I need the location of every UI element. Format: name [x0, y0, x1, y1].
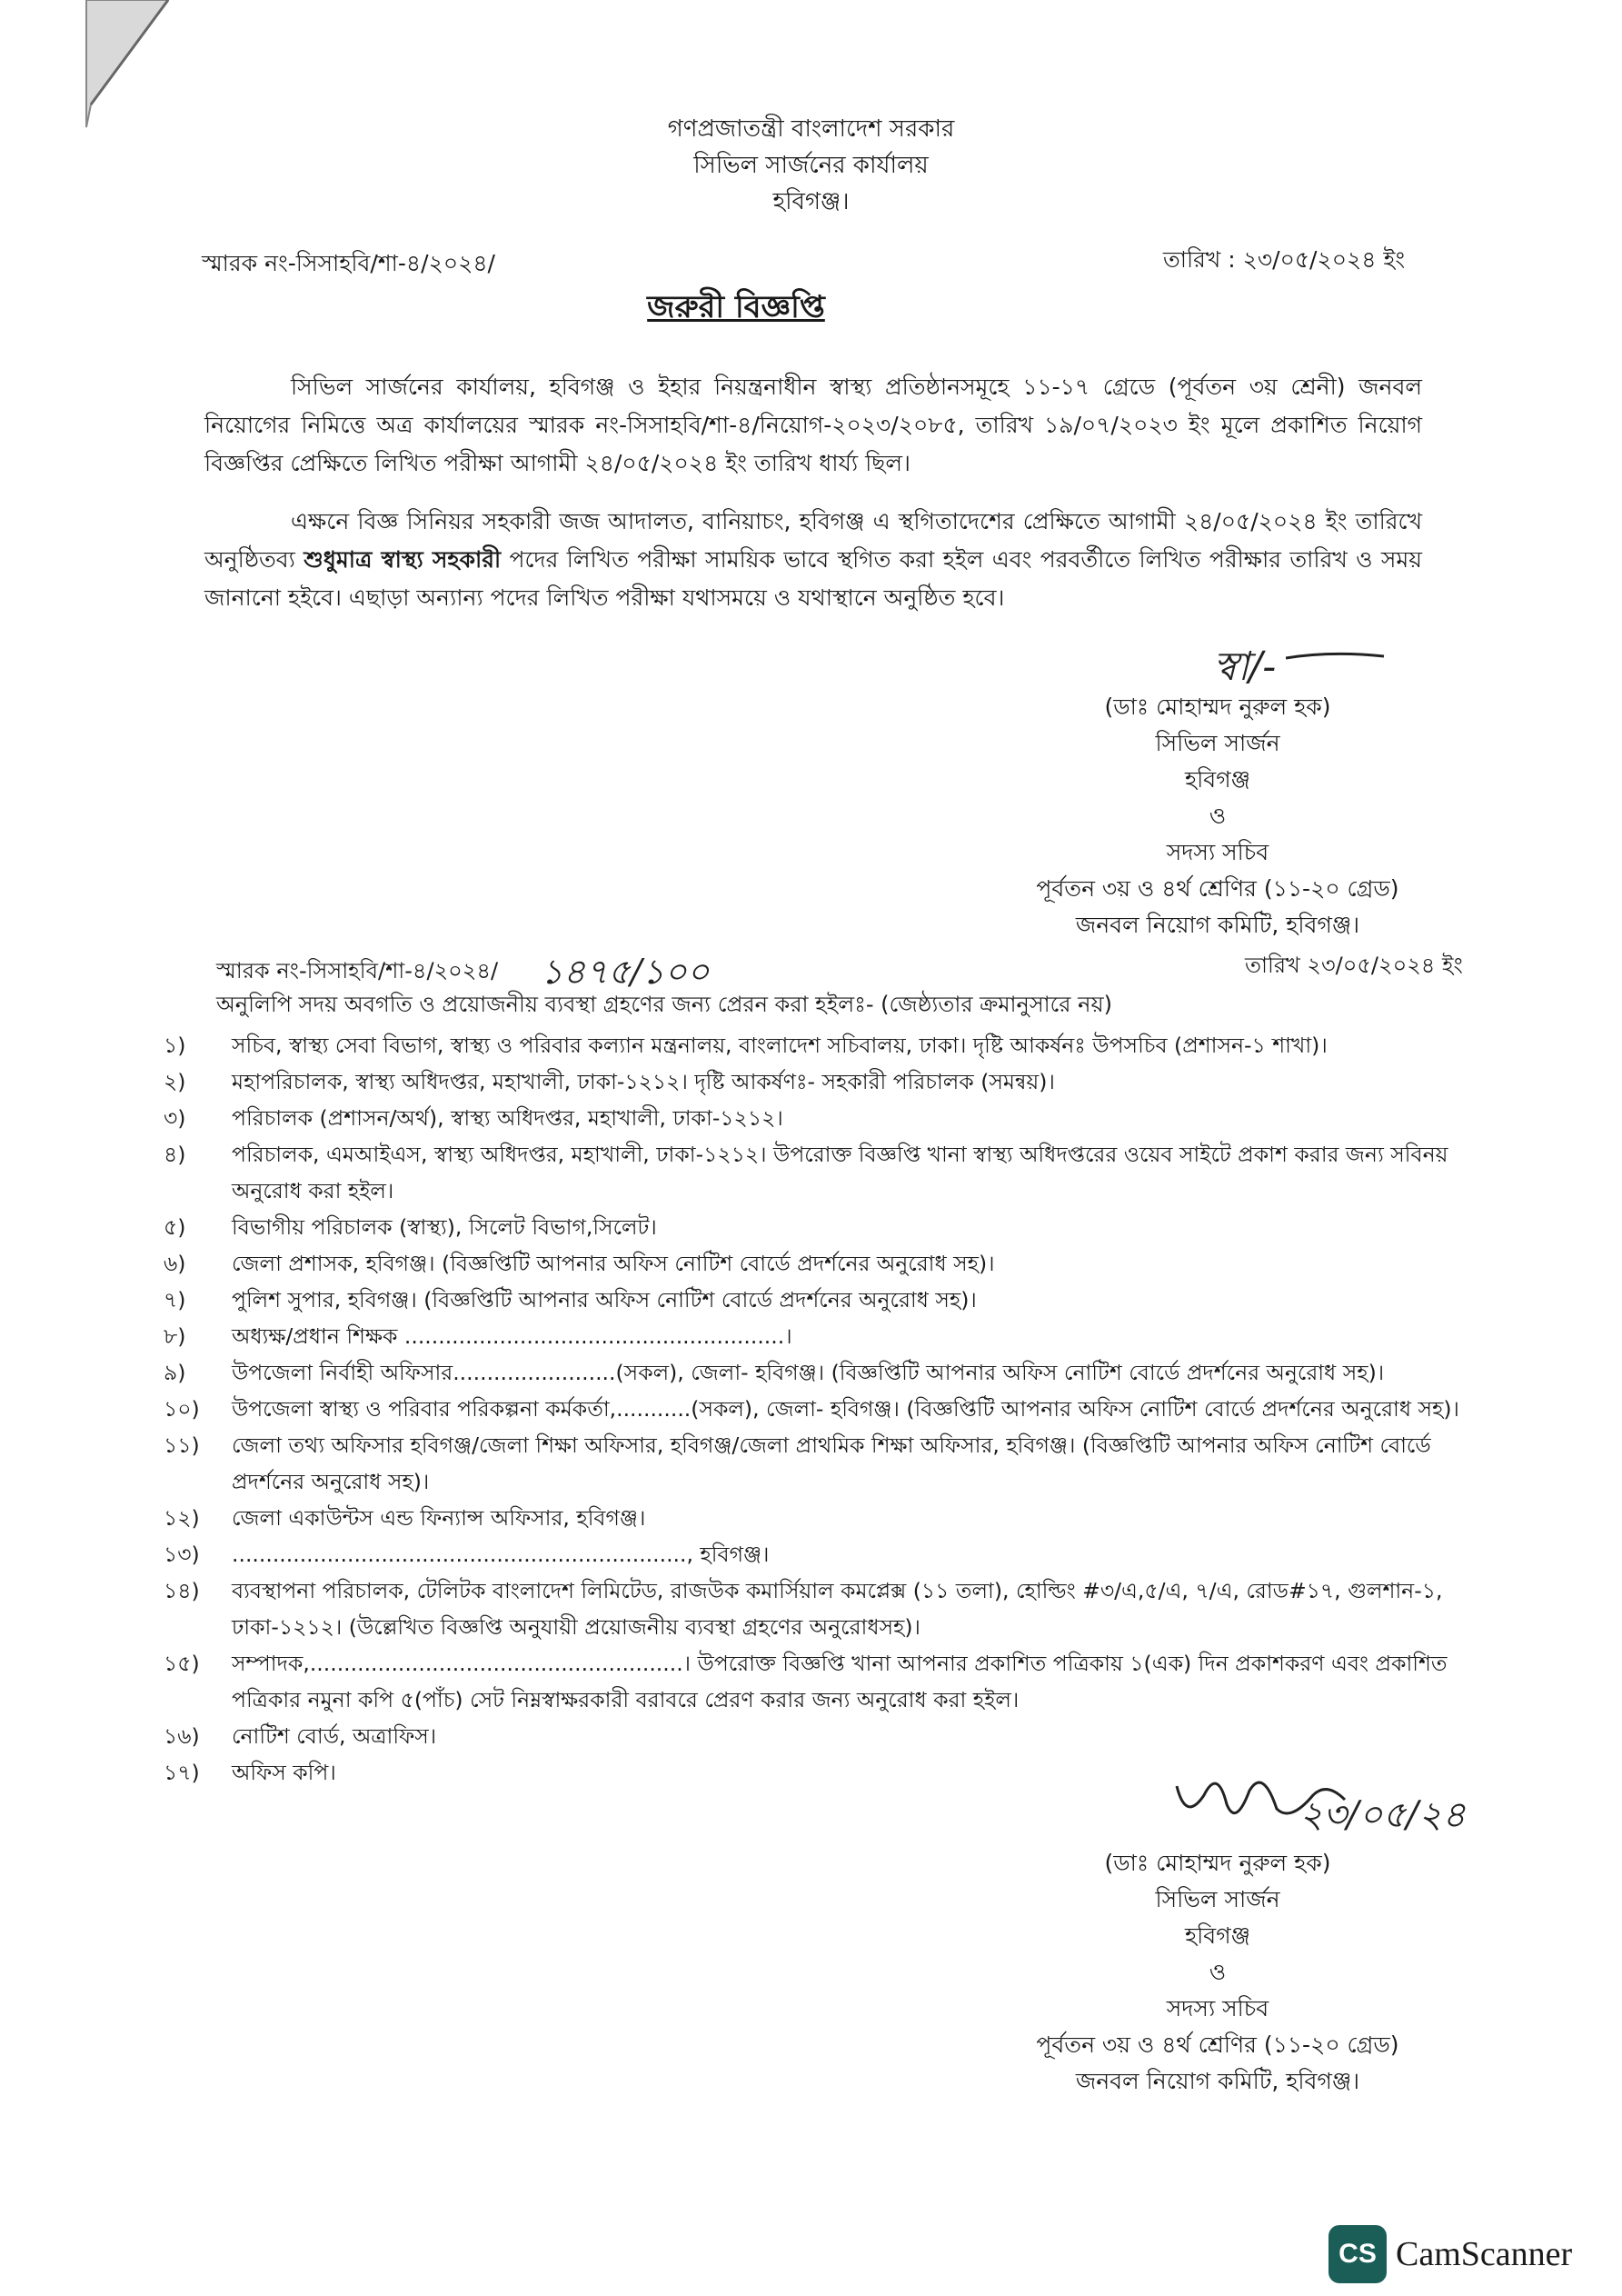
list-item: ৬) জেলা প্রশাসক, হবিগঞ্জ। (বিজ্ঞপ্তিটি আপনার অফিস নোটিশ বোর্ডে প্রদর্শনের অনুরোধ সহ)।	[164, 1251, 995, 1276]
memo2-handwritten-number: ১৪৭৫/১০০	[541, 952, 710, 992]
signature-2-block	[1000, 1845, 1436, 2100]
list-item: ১২) জেলা একাউন্টস এন্ড ফিন্যান্স অফিসার, হবিগঞ্জ।	[164, 1505, 646, 1531]
signer-name: (ডাঃ মোহাম্মদ নুরুল হক)	[1104, 694, 1331, 720]
list-item: ১৩) ..................................................................., হবিগঞ্জ।	[164, 1542, 770, 1567]
list-item: ৩) পরিচালক (প্রশাসন/অর্থ), স্বাস্থ্য অধিদপ্তর, মহাখালী, ঢাকা-১২১২।	[164, 1105, 783, 1131]
list-item: ১৬) নোটিশ বোর্ড, অত্রাফিস।	[164, 1723, 437, 1749]
committee-line-2: জনবল নিয়োগ কমিটি, হবিগঞ্জ।	[1075, 912, 1360, 938]
list-item: ৯) উপজেলা নির্বাহী অফিসার........................(সকল), জেলা- হবিগঞ্জ। (বিজ্ঞপ্তিটি আপনার অফিস নোটিশ বোর্ডে প্রদর্শনের অনুরোধ সহ)।	[164, 1360, 1385, 1385]
distribution-list	[164, 1027, 1463, 1791]
signer-role: সদস্য সচিব	[1166, 839, 1269, 865]
memo-date: তারিখ : ২৩/০৫/২০২৪ ইং	[1163, 246, 1406, 273]
list-item: ৮) অধ্যক্ষ/প্রধান শিক্ষক ........................................................।	[164, 1323, 792, 1349]
committee-line-1: পূর্বতন ৩য় ও ৪র্থ শ্রেণির (১১-২০ গ্রেড)	[1036, 875, 1399, 902]
header-office: সিভিল সার্জনের কার্যালয়	[693, 152, 929, 179]
list-item: ১) সচিব, স্বাস্থ্য সেবা বিভাগ, স্বাস্থ্য ও পরিবার কল্যান মন্ত্রনালয়, বাংলাদেশ সচিবালয়, ঢাকা। দৃষ্টি আকর্ষনঃ উপসচিব (প্রশাসন-১ শাখা)।	[164, 1033, 1328, 1058]
memo-number: স্মারক নং-সিসাহবি/শা-৪/২০২৪/	[202, 250, 495, 276]
signature-1-handwriting: স্বা/-	[1213, 644, 1277, 690]
signature-1-stroke	[1286, 647, 1386, 665]
list-item: ২) মহাপরিচালক, স্বাস্থ্য অধিদপ্তর, মহাখালী, ঢাকা-১২১২। দৃষ্টি আকর্ষণঃ- সহকারী পরিচালক (সমন্বয়)।	[164, 1069, 1055, 1094]
body-paragraph-1: সিভিল সার্জনের কার্যালয়, হবিগঞ্জ ও ইহার নিয়ন্ত্রনাধীন স্বাস্থ্য প্রতিষ্ঠানসমূহে ১১-১৭ গ্রেডে (পূর্বতন ৩য় শ্রেনী) জনবল নিয়োগের নিমিত্তে অত্র কার্যালয়ের স্মারক নং-সিসাহবি/শা-৪/নিয়োগ-২০২৩/২০৮৫, তারিখ ১৯/০৭/২০২৩ ইং মূলে প্রকাশিত নিয়োগ বিজ্ঞপ্তির প্রেক্ষিতে লিখিত পরীক্ষা আগামী ২৪/০৫/২০২৪ ইং তারিখ ধার্য্য ছিল।	[204, 374, 1422, 476]
notice-title: জরুরী বিজ্ঞপ্তি	[647, 289, 825, 325]
memo2-number: স্মারক নং-সিসাহবি/শা-৪/২০২৪/	[216, 958, 499, 983]
camscanner-brand: CamScanner	[1396, 2235, 1573, 2273]
list-item: ৭) পুলিশ সুপার, হবিগঞ্জ। (বিজ্ঞপ্তিটি আপনার অফিস নোটিশ বোর্ডে প্রদর্শনের অনুরোধ সহ)।	[164, 1287, 977, 1313]
signer-designation: সিভিল সার্জন	[1155, 730, 1280, 756]
list-item: ১১) জেলা তথ্য অফিসার হবিগঞ্জ/জেলা শিক্ষা অফিসার, হবিগঞ্জ/জেলা প্রাথমিক শিক্ষা অফিসার, হবিগঞ্জ। (বিজ্ঞপ্তিটি আপনার অফিস নোটিশ বোর্ডে প্রদর্শনের অনুরোধ সহ)।	[164, 1433, 1431, 1494]
signer-place: হবিগঞ্জ	[1185, 1922, 1250, 1949]
committee-line-2: জনবল নিয়োগ কমিটি, হবিগঞ্জ।	[1075, 2068, 1360, 2094]
signer-and: ও	[1209, 1959, 1227, 1985]
para2-part-b: পদের লিখিত পরীক্ষা সাময়িক ভাবে স্থগিত করা হইল এবং পরবর্তীতে লিখিত পরীক্ষার তারিখ ও সময় জানানো হইবে। এছাড়া অন্যান্য পদের লিখিত পরীক্ষা যথাসময়ে ও যথাস্থানে অনুষ্ঠিত হবে।	[204, 546, 1422, 611]
para2-part-a: এক্ষনে বিজ্ঞ সিনিয়র সহকারী জজ আদালত, বানিয়াচং, হবিগঞ্জ এ স্থগিতাদেশের প্রেক্ষিতে আগামী ২৪/০৫/২০২৪ ইং তারিখে অনুষ্ঠিতব্য	[204, 508, 1422, 573]
camscanner-watermark	[1328, 2225, 1572, 2283]
list-item: ৫) বিভাগীয় পরিচালক (স্বাস্থ্য), সিলেট বিভাগ,সিলেট।	[164, 1214, 657, 1240]
list-item: ১৪) ব্যবস্থাপনা পরিচালক, টেলিটক বাংলাদেশ লিমিটেড, রাজউক কমার্সিয়াল কমপ্লেক্স (১১ তলা), হোল্ডিং #৩/এ,৫/এ, ৭/এ, রোড#১৭, গুলশান-১, ঢাকা-১২১২। (উল্লেখিত বিজ্ঞপ্তি অনুযায়ী প্রয়োজনীয় ব্যবস্থা গ্রহণের অনুরোধসহ)।	[164, 1578, 1443, 1640]
list-item: ১৭) অফিস কপি।	[164, 1760, 336, 1785]
header	[0, 111, 1622, 220]
para2-emphasis: শুধুমাত্র স্বাস্থ্য সহকারী	[304, 546, 502, 573]
committee-line-1: পূর্বতন ৩য় ও ৪র্থ শ্রেণির (১১-২০ গ্রেড)	[1036, 2031, 1399, 2058]
list-item: ১০) উপজেলা স্বাস্থ্য ও পরিবার পরিকল্পনা কর্মকর্তা,...........(সকল), জেলা- হবিগঞ্জ। (বিজ্ঞপ্তিটি আপনার অফিস নোটিশ বোর্ডে প্রদর্শনের অনুরোধ সহ)।	[164, 1396, 1459, 1422]
list-item: ১৫) সম্পাদক,.......................................................। উপরোক্ত বিজ্ঞপ্তি খানা আপনার প্রকাশিত পত্রিকায় ১(এক) দিন প্রকাশকরণ এবং প্রকাশিত পত্রিকার নমুনা কপি ৫(পাঁচ) সেট নিম্নস্বাক্ষরকারী বরাবরে প্রেরণ করার জন্য অনুরোধ করা হইল।	[164, 1651, 1448, 1712]
signer-and: ও	[1209, 803, 1227, 829]
header-district: হবিগঞ্জ।	[772, 188, 850, 215]
signer-name: (ডাঃ মোহাম্মদ নুরুল হক)	[1104, 1850, 1331, 1876]
signer-place: হবিগঞ্জ	[1185, 766, 1250, 793]
signature-2-date: ২৩/০৫/২৪	[1299, 1794, 1466, 1836]
camscanner-logo-icon: CS	[1328, 2225, 1387, 2283]
memo2-date: তারিখ ২৩/০৫/২০২৪ ইং	[1245, 953, 1463, 978]
header-government: গণপ্রজাতন্ত্রী বাংলাদেশ সরকার	[667, 115, 955, 143]
copy-intro: অনুলিপি সদয় অবগতি ও প্রয়োজনীয় ব্যবস্থা গ্রহণের জন্য প্রেরন করা হইলঃ- (জেষ্ঠ্যতার ক্রমানুসারে নয়)	[216, 992, 1112, 1017]
list-item: ৪) পরিচালক, এমআইএস, স্বাস্থ্য অধিদপ্তর, মহাখালী, ঢাকা-১২১২। উপরোক্ত বিজ্ঞপ্তি খানা স্বাস্থ্য অধিদপ্তরের ওয়েব সাইটে প্রকাশ করার জন্য সবিনয় অনুরোধ করা হইল।	[164, 1142, 1448, 1203]
signature-1-block	[1000, 689, 1436, 943]
body-paragraph-2	[204, 503, 1422, 617]
signer-role: সদস্য সচিব	[1166, 1995, 1269, 2021]
signer-designation: সিভিল সার্জন	[1155, 1886, 1280, 1912]
